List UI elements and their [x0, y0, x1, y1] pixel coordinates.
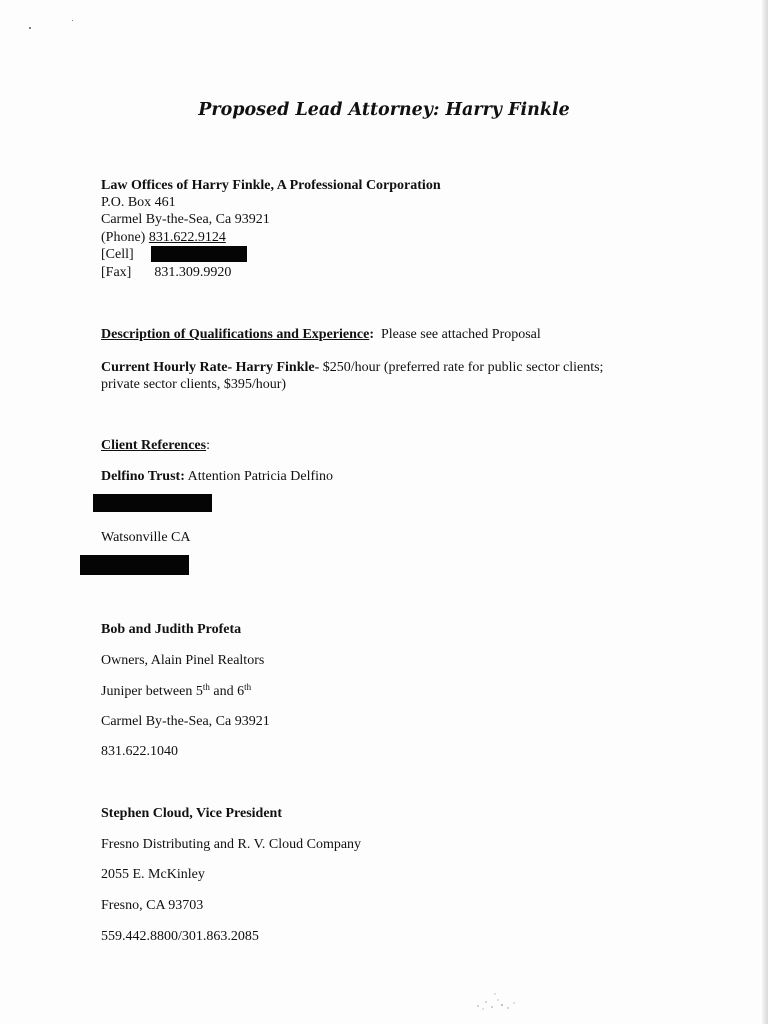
delfino-name: Delfino Trust: [101, 469, 181, 484]
firm-fax-line: [101, 264, 231, 281]
cloud-name: Stephen Cloud, Vice President: [101, 806, 282, 821]
cell-label: [Cell]: [101, 247, 134, 262]
phone-label: (Phone): [101, 230, 146, 245]
scan-edge-shadow: [762, 0, 768, 1024]
scan-speck: [72, 20, 73, 21]
scan-speck: [29, 27, 31, 29]
rate-line-1: [101, 359, 603, 376]
profeta-role: Owners, Alain Pinel Realtors: [101, 653, 265, 668]
phone-number: 831.622.9124: [148, 230, 226, 245]
fax-number: 831.309.9920: [154, 265, 232, 280]
delfino-city: Watsonville CA: [101, 530, 191, 545]
profeta-city: Carmel By-the-Sea, Ca 93921: [101, 714, 270, 729]
delfino-line: Delfino Trust: Attention Patricia Delfino: [101, 469, 334, 484]
cloud-company: Fresno Distributing and R. V. Cloud Company: [101, 837, 362, 852]
cloud-city: Fresno, CA 93703: [101, 898, 204, 913]
cloud-street: 2055 E. McKinley: [101, 867, 205, 882]
profeta-street-and: and 6: [209, 684, 245, 699]
redaction-bar: [151, 246, 247, 262]
document-title: Proposed Lead Attorney: Harry Finkle: [198, 100, 570, 120]
ordinal-suffix: th: [202, 682, 210, 692]
scan-noise: [468, 986, 528, 1012]
firm-city-line: Carmel By-the-Sea, Ca 93921: [101, 212, 270, 227]
client-references-label: Client References: [101, 438, 207, 453]
profeta-street-a: Juniper between 5: [101, 684, 203, 699]
firm-phone-line: [101, 229, 226, 246]
profeta-name: Bob and Judith Profeta: [101, 622, 242, 637]
firm-name: Law Offices of Harry Finkle, A Professional Corporation: [101, 178, 441, 193]
qualifications-label: Description of Qualifications and Experience: [101, 327, 370, 342]
qualifications-text: Please see attached Proposal: [381, 327, 541, 342]
rate-text-1: $250/hour (preferred rate for public sector clients;: [322, 360, 604, 375]
profeta-street: [101, 683, 251, 700]
redaction-bar: [80, 555, 189, 575]
cloud-phone: 559.442.8800/301.863.2085: [101, 929, 259, 944]
ordinal-suffix: th: [244, 682, 252, 692]
firm-po-box: P.O. Box 461: [101, 195, 176, 210]
delfino-attention: Attention Patricia Delfino: [187, 469, 334, 484]
client-references-heading: Client References:: [101, 438, 210, 453]
fax-label: [Fax]: [101, 265, 132, 280]
rate-label: Current Hourly Rate- Harry Finkle-: [101, 360, 320, 375]
rate-line-2: private sector clients, $395/hour): [101, 377, 287, 392]
profeta-phone: 831.622.1040: [101, 744, 178, 759]
redaction-bar: [93, 494, 212, 512]
qualifications-line: Description of Qualifications and Experience: Please see attached Proposal: [101, 327, 541, 342]
